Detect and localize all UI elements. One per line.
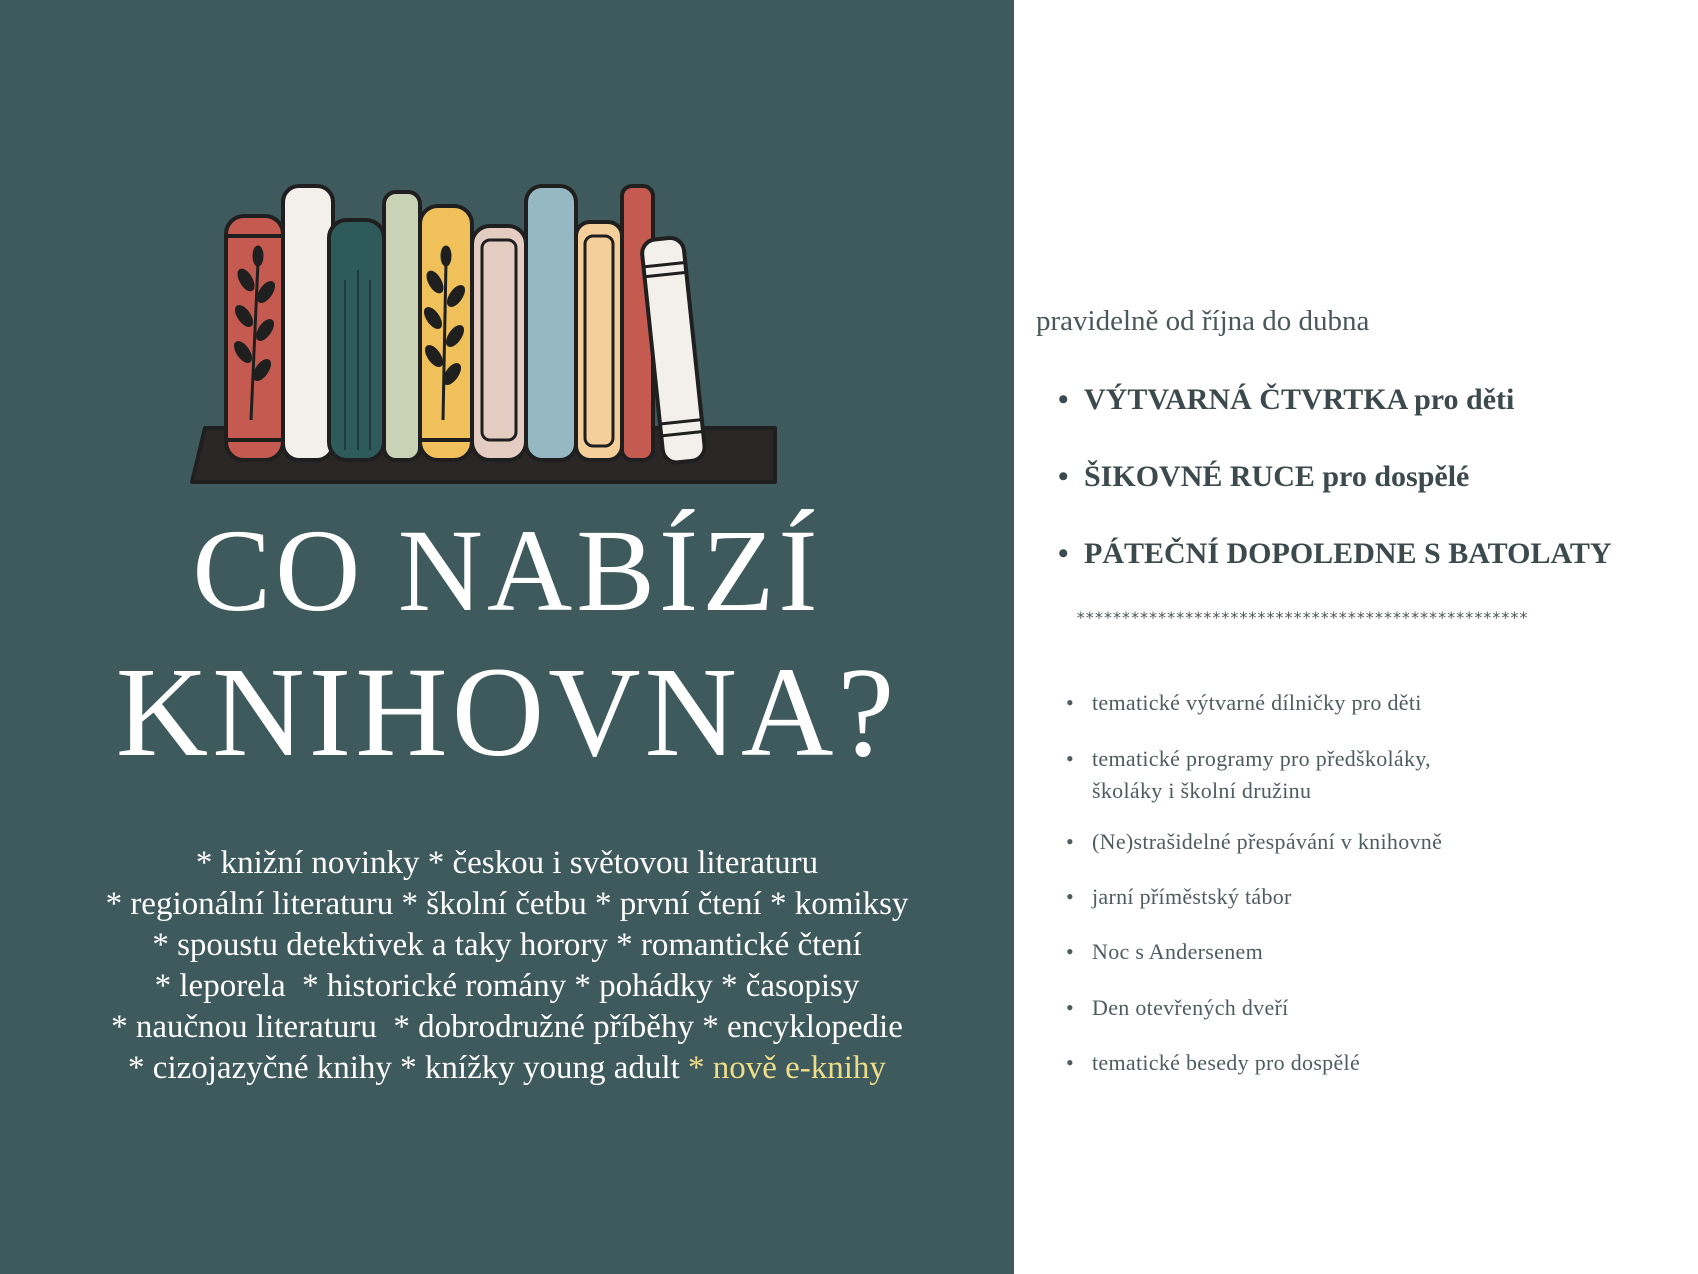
sub-item: [1066, 995, 1289, 1021]
offer-line: * knižní novinky * českou i světovou literaturu: [195, 845, 819, 881]
bullet-icon: •: [1066, 690, 1075, 715]
sub-item: [1066, 746, 1431, 804]
book-sage-icon: [384, 192, 420, 460]
offer-line-last: [0, 1048, 1014, 1089]
sub-item-label: tematické besedy pro dospělé: [1092, 1050, 1361, 1075]
bullet-icon: •: [1066, 746, 1075, 771]
bullet-icon: •: [1058, 460, 1069, 493]
sub-item: [1066, 1050, 1360, 1076]
book-peach-icon: [576, 222, 622, 460]
bookshelf-illustration: [0, 0, 1014, 500]
sub-item: [1066, 829, 1442, 855]
main-item-label: VÝTVARNÁ ČTVRTKA pro děti: [1084, 383, 1515, 416]
offer-line: * regionální literaturu * školní četbu * první čtení * komiksy: [105, 886, 909, 922]
main-item-label: ŠIKOVNÉ RUCE pro dospělé: [1084, 460, 1470, 493]
sub-item-label: Noc s Andersenem: [1092, 939, 1263, 964]
bullet-icon: •: [1066, 939, 1075, 964]
book-white-icon: [283, 186, 333, 460]
schedule-note: pravidelně od října do dubna: [1036, 305, 1370, 337]
sub-item-label: Den otevřených dveří: [1092, 995, 1289, 1020]
sub-item-label: (Ne)strašidelné přespávání v knihovně: [1092, 829, 1443, 854]
main-item: [1058, 460, 1469, 494]
book-pink-icon: [472, 226, 526, 460]
offer-line: * naučnou literaturu * dobrodružné příběhy * encyklopedie: [111, 1009, 903, 1045]
book-blue-icon: [526, 186, 576, 460]
offer-highlight: * nově e-knihy: [687, 1050, 886, 1086]
bullet-icon: •: [1058, 537, 1069, 570]
main-item-label: PÁTEČNÍ DOPOLEDNE S BATOLATY: [1084, 537, 1612, 570]
sub-item-label: jarní příměstský tábor: [1092, 884, 1292, 909]
main-item: [1058, 383, 1514, 417]
main-item: [1058, 537, 1612, 571]
sub-item-continuation: školáky i školní družinu: [1092, 778, 1312, 803]
sub-item: [1066, 939, 1263, 965]
separator: **************************************************: [1076, 608, 1528, 627]
bullet-icon: •: [1066, 884, 1075, 909]
book-teal-icon: [329, 220, 384, 460]
sub-item: [1066, 884, 1292, 910]
offer-line: * leporela * historické romány * pohádky * časopisy: [154, 968, 860, 1004]
sub-item-label: tematické výtvarné dílničky pro děti: [1092, 690, 1422, 715]
bullet-icon: •: [1066, 829, 1075, 854]
offer-line: * spoustu detektivek a taky horory * romantické čtení: [152, 927, 862, 963]
sub-item: [1066, 690, 1422, 716]
page-title-line-1: CO NABÍZÍ: [192, 505, 822, 636]
bullet-icon: •: [1058, 383, 1069, 416]
sub-item-label: tematické programy pro předškoláky,: [1092, 746, 1431, 771]
offer-list: [0, 843, 1014, 1089]
offer-text: * cizojazyčné knihy * knížky young adult: [128, 1050, 688, 1086]
page-title-line-2: KNIHOVNA?: [115, 641, 899, 783]
bullet-icon: •: [1066, 995, 1075, 1020]
bullet-icon: •: [1066, 1050, 1075, 1075]
right-panel: [1014, 0, 1698, 1274]
